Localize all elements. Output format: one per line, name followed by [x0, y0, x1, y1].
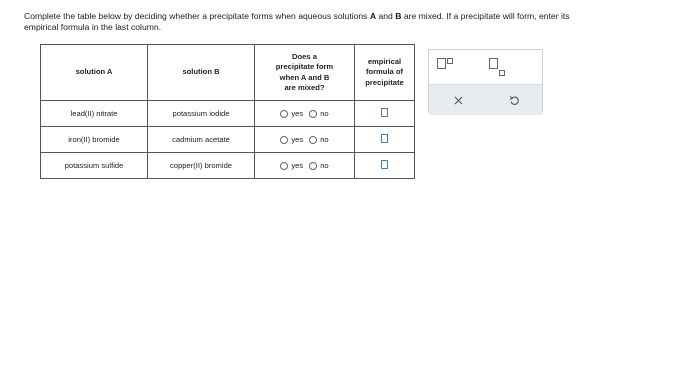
- header-f-line: empirical: [367, 56, 402, 66]
- cell-solution-a: lead(II) nitrate: [41, 101, 148, 127]
- base-box: [489, 58, 498, 69]
- toolbar-actions: [429, 84, 542, 115]
- header-q-line: when A and B: [279, 72, 330, 82]
- radio-option-no[interactable]: [309, 109, 328, 118]
- radio-yes-label: yes: [291, 135, 304, 144]
- instructions-line-2: empirical formula in the last column.: [24, 22, 162, 32]
- radio-option-no[interactable]: [309, 161, 328, 170]
- superscript-box: [447, 58, 453, 64]
- cell-formula: [355, 127, 415, 153]
- close-icon-svg: [454, 96, 463, 105]
- header-solution-a: solution A: [41, 45, 148, 101]
- radio-group: [255, 109, 354, 118]
- table-header-row: [41, 45, 415, 101]
- radio-group: [255, 135, 354, 144]
- header-q-line: are mixed?: [284, 83, 325, 92]
- instructions: [24, 11, 700, 33]
- undo-icon-svg: [509, 95, 520, 106]
- instructions-bold-b: B: [395, 11, 402, 21]
- table-row: [41, 153, 415, 179]
- radio-no[interactable]: [309, 136, 317, 144]
- header-precipitate-question: [255, 45, 355, 101]
- radio-group: [255, 161, 354, 170]
- radio-no-label: no: [320, 109, 329, 118]
- radio-no[interactable]: [309, 110, 317, 118]
- header-f-line: precipitate: [365, 77, 404, 87]
- header-f-line: formula of: [365, 67, 404, 77]
- superscript-template-icon[interactable]: [437, 58, 453, 76]
- subscript-template-icon[interactable]: [489, 58, 505, 76]
- undo-icon[interactable]: [505, 91, 523, 109]
- cell-solution-a: iron(II) bromide: [41, 127, 148, 153]
- formula-toolbar: [428, 49, 543, 113]
- subscript-box: [499, 70, 505, 76]
- formula-input[interactable]: [381, 108, 388, 117]
- cell-precipitate-choice: [255, 101, 355, 127]
- cell-formula: [355, 153, 415, 179]
- instructions-text-1: Complete the table below by deciding whether a precipitate forms when aqueous solutions: [24, 11, 370, 21]
- radio-yes[interactable]: [280, 136, 288, 144]
- radio-yes-label: yes: [291, 109, 304, 118]
- base-box: [437, 58, 446, 69]
- close-icon[interactable]: [449, 91, 467, 109]
- radio-option-yes[interactable]: [280, 109, 303, 118]
- radio-no-label: no: [320, 135, 329, 144]
- cell-formula: [355, 101, 415, 127]
- precipitate-table: [40, 44, 415, 179]
- radio-yes[interactable]: [280, 162, 288, 170]
- header-empirical-formula: [355, 45, 415, 101]
- table-row: [41, 101, 415, 127]
- precipitate-table-wrap: [40, 44, 415, 179]
- cell-precipitate-choice: [255, 127, 355, 153]
- header-q-line: precipitate form: [275, 62, 334, 71]
- formula-input[interactable]: [381, 160, 388, 169]
- cell-solution-a: potassium sulfide: [41, 153, 148, 179]
- cell-precipitate-choice: [255, 153, 355, 179]
- radio-no-label: no: [320, 161, 329, 170]
- instructions-text-3: are mixed. If a precipitate will form, enter its: [401, 11, 570, 21]
- radio-yes-label: yes: [291, 161, 304, 170]
- instructions-line-1: [24, 11, 700, 22]
- header-q-line: Does a: [292, 51, 317, 61]
- radio-no[interactable]: [309, 162, 317, 170]
- instructions-bold-a: A: [369, 11, 377, 21]
- table-row: [41, 127, 415, 153]
- header-solution-b: solution B: [148, 45, 255, 101]
- cell-solution-b: potassium iodide: [148, 101, 255, 127]
- radio-yes[interactable]: [280, 110, 288, 118]
- cell-solution-b: cadmium acetate: [148, 127, 255, 153]
- radio-option-no[interactable]: [309, 135, 328, 144]
- instructions-text-2: and: [376, 11, 396, 21]
- radio-option-yes[interactable]: [280, 161, 303, 170]
- formula-input[interactable]: [381, 134, 388, 143]
- radio-option-yes[interactable]: [280, 135, 303, 144]
- cell-solution-b: copper(II) bromide: [148, 153, 255, 179]
